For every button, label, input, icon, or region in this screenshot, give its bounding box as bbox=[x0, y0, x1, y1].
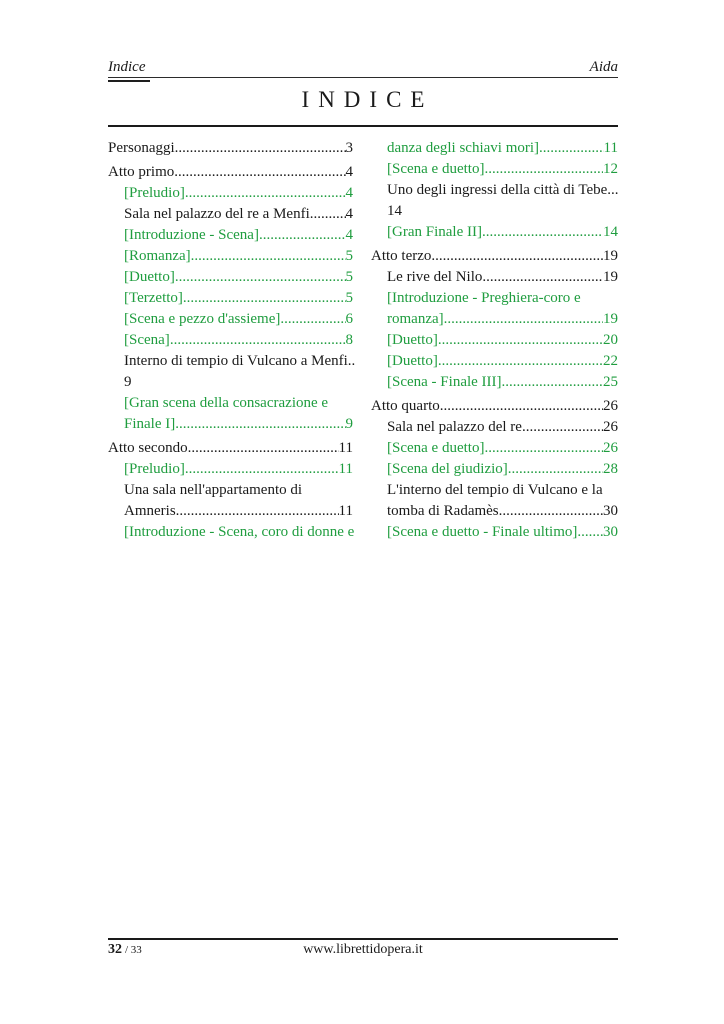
toc-page-number: 4 bbox=[345, 185, 353, 201]
toc-entry-label: [Scena del giudizio] bbox=[387, 461, 508, 477]
toc-entry-link[interactable] bbox=[108, 393, 353, 435]
toc-entry-link[interactable] bbox=[108, 459, 353, 480]
toc-entry bbox=[371, 396, 618, 417]
dot-leader bbox=[522, 417, 603, 438]
toc-page-number: 12 bbox=[603, 161, 618, 177]
toc-page-number: 6 bbox=[345, 311, 353, 327]
toc-line bbox=[124, 414, 353, 435]
toc-entry-label: [Duetto] bbox=[387, 353, 438, 369]
toc-page-number: 5 bbox=[345, 290, 353, 306]
toc-entry-link[interactable] bbox=[371, 459, 618, 480]
toc-line bbox=[108, 438, 353, 459]
toc-line bbox=[124, 183, 353, 204]
toc-entry-link[interactable] bbox=[108, 330, 353, 351]
toc-page-number: 14 bbox=[603, 224, 618, 240]
toc-page-number: 4 bbox=[345, 227, 353, 243]
dot-leader bbox=[175, 414, 345, 435]
toc-entry-label: [Scena e duetto] bbox=[387, 440, 485, 456]
toc-page-number: 5 bbox=[345, 248, 353, 264]
header-section-label: Indice bbox=[108, 59, 146, 75]
dot-leader bbox=[482, 267, 603, 288]
dot-leader bbox=[482, 222, 603, 243]
toc-entry-label: Atto primo bbox=[108, 164, 175, 180]
toc-line bbox=[124, 393, 353, 414]
dot-leader bbox=[499, 501, 603, 522]
toc-line bbox=[124, 480, 353, 501]
toc-entry-label: Finale I] bbox=[124, 416, 176, 432]
toc-entry-label: [Duetto] bbox=[124, 269, 175, 285]
toc-line bbox=[124, 351, 356, 372]
website-link[interactable]: www.librettidopera.it bbox=[303, 942, 423, 957]
toc-entry-label: Le rive del Nilo bbox=[387, 269, 483, 285]
toc-entry-label: romanza] bbox=[387, 311, 444, 327]
dot-leader bbox=[280, 309, 345, 330]
toc-page-number: 30 bbox=[603, 524, 618, 540]
toc-entry-label: 9 bbox=[124, 374, 132, 390]
toc-page-number: 30 bbox=[603, 503, 618, 519]
dot-leader bbox=[185, 459, 339, 480]
toc-entry bbox=[108, 204, 353, 225]
toc-line bbox=[124, 309, 353, 330]
toc-entry-label: L'interno del tempio di Vulcano e la bbox=[387, 482, 603, 498]
toc-entry-link[interactable] bbox=[108, 246, 353, 267]
toc-entry-label: [Terzetto] bbox=[124, 290, 183, 306]
toc-entry bbox=[371, 246, 618, 267]
dot-leader bbox=[174, 162, 345, 183]
toc-page-number: 19 bbox=[603, 269, 618, 285]
toc-page-number: 3 bbox=[345, 140, 353, 156]
toc-line bbox=[124, 501, 353, 522]
toc-line bbox=[387, 480, 618, 501]
toc-line bbox=[387, 138, 618, 159]
toc-line bbox=[371, 246, 618, 267]
toc-page-number: 5 bbox=[345, 269, 353, 285]
toc-entry-label: 14 bbox=[387, 203, 402, 219]
toc-line bbox=[387, 501, 618, 522]
toc-entry-label: [Gran Finale II] bbox=[387, 224, 482, 240]
toc-page-number: 22 bbox=[603, 353, 618, 369]
dot-leader bbox=[438, 351, 603, 372]
toc-entry-label: [Scena] bbox=[124, 332, 170, 348]
toc-line bbox=[124, 330, 353, 351]
toc-page-number: 9 bbox=[345, 416, 353, 432]
header-accent-rule bbox=[108, 80, 150, 82]
toc-page-number: 4 bbox=[345, 164, 353, 180]
toc-entry bbox=[371, 267, 618, 288]
dot-leader bbox=[175, 138, 346, 159]
dot-leader bbox=[502, 372, 603, 393]
toc-line bbox=[387, 459, 618, 480]
dot-leader bbox=[484, 159, 603, 180]
footer-total-pages: / 33 bbox=[125, 944, 142, 956]
toc-page-number: 20 bbox=[603, 332, 618, 348]
toc-column-right bbox=[371, 138, 618, 543]
dot-leader bbox=[431, 246, 603, 267]
toc-entry-link[interactable] bbox=[371, 438, 618, 459]
toc-page-number: 26 bbox=[603, 440, 618, 456]
toc-line bbox=[387, 417, 618, 438]
page-header bbox=[108, 58, 618, 76]
toc-entry-link[interactable] bbox=[108, 225, 353, 246]
toc-entry-label: [Introduzione - Scena] bbox=[124, 227, 259, 243]
footer-current-page: 32 bbox=[108, 942, 122, 957]
toc-page-number: 4 bbox=[345, 206, 353, 222]
toc-line bbox=[124, 522, 353, 543]
toc-entry-label: Una sala nell'appartamento di bbox=[124, 482, 303, 498]
toc-line bbox=[124, 225, 353, 246]
toc-entry bbox=[108, 351, 356, 393]
toc-entry-link[interactable] bbox=[371, 372, 618, 393]
toc-line bbox=[124, 288, 353, 309]
toc-entry-label: [Duetto] bbox=[387, 332, 438, 348]
toc-page-number: 11 bbox=[338, 440, 353, 456]
toc-entry-label: tomba di Radamès bbox=[387, 503, 499, 519]
dot-leader bbox=[539, 138, 604, 159]
toc-page-number: 28 bbox=[603, 461, 618, 477]
toc-entry-label: [Scena e pezzo d'assieme] bbox=[124, 311, 281, 327]
toc-entry-label: Interno di tempio di Vulcano a Menfi.. bbox=[124, 353, 356, 369]
toc-line bbox=[124, 267, 353, 288]
toc-entry bbox=[108, 438, 353, 459]
toc-line bbox=[387, 351, 618, 372]
dot-leader bbox=[508, 459, 603, 480]
toc-entry-link[interactable] bbox=[371, 330, 618, 351]
toc-entry-link[interactable] bbox=[371, 351, 618, 372]
toc-page-number: 26 bbox=[603, 419, 618, 435]
toc-line bbox=[387, 309, 618, 330]
dot-leader bbox=[444, 309, 603, 330]
toc-entry-label: Atto quarto bbox=[371, 398, 440, 414]
toc-line bbox=[387, 288, 618, 309]
toc-line bbox=[387, 201, 618, 222]
toc-entry-link[interactable] bbox=[371, 138, 618, 159]
toc-entry-link[interactable] bbox=[371, 159, 618, 180]
toc-line bbox=[124, 204, 353, 225]
dot-leader bbox=[183, 288, 346, 309]
toc-line bbox=[387, 180, 618, 201]
toc-line bbox=[387, 267, 618, 288]
toc-entry-label: [Romanza] bbox=[124, 248, 191, 264]
toc-line bbox=[387, 222, 618, 243]
toc-entry-label: [Scena - Finale III] bbox=[387, 374, 502, 390]
toc-line bbox=[371, 396, 618, 417]
toc-line bbox=[124, 246, 353, 267]
toc-column-left bbox=[108, 138, 356, 543]
toc-page-number: 19 bbox=[603, 311, 618, 327]
toc-entry-link[interactable] bbox=[371, 522, 618, 543]
dot-leader bbox=[438, 330, 603, 351]
toc-line bbox=[387, 330, 618, 351]
toc-page-number: 19 bbox=[603, 248, 618, 264]
toc-entry-label: danza degli schiavi mori] bbox=[387, 140, 540, 156]
toc-entry-label: [Scena e duetto] bbox=[387, 161, 485, 177]
toc-entry-label: [Scena e duetto - Finale ultimo] bbox=[387, 524, 578, 540]
toc-entry-label: [Preludio] bbox=[124, 185, 185, 201]
toc-entry bbox=[371, 180, 618, 222]
toc-entry bbox=[371, 417, 618, 438]
toc-line bbox=[387, 372, 618, 393]
toc-entry-label: Personaggi bbox=[108, 140, 175, 156]
header-work-title: Aida bbox=[589, 59, 618, 75]
toc-entry-link[interactable] bbox=[371, 288, 618, 330]
toc-entry-link[interactable] bbox=[108, 288, 353, 309]
toc-entry-label: [Introduzione - Scena, coro di donne e bbox=[124, 524, 355, 540]
toc-entry-label: [Introduzione - Preghiera-coro e bbox=[387, 290, 581, 306]
dot-leader bbox=[176, 501, 339, 522]
toc-line bbox=[108, 138, 353, 159]
toc-entry-label: [Gran scena della consacrazione e bbox=[124, 395, 329, 411]
dot-leader bbox=[185, 183, 346, 204]
dot-leader bbox=[170, 330, 346, 351]
table-of-contents bbox=[108, 138, 622, 543]
toc-entry bbox=[371, 480, 618, 522]
toc-line bbox=[387, 522, 618, 543]
page-title: INDICE bbox=[301, 87, 434, 112]
toc-entry-label: Sala nel palazzo del re bbox=[387, 419, 522, 435]
toc-page-number: 8 bbox=[345, 332, 353, 348]
toc-entry-link[interactable] bbox=[108, 522, 353, 543]
toc-line bbox=[124, 459, 353, 480]
footer-rule bbox=[108, 938, 618, 940]
toc-entry-label: Sala nel palazzo del re a Menfi bbox=[124, 206, 310, 222]
dot-leader bbox=[577, 522, 603, 543]
dot-leader bbox=[259, 225, 346, 246]
page-footer bbox=[108, 941, 618, 959]
toc-page-number: 11 bbox=[603, 140, 618, 156]
toc-entry bbox=[108, 480, 353, 522]
dot-leader bbox=[188, 438, 339, 459]
toc-entry-label: Atto terzo bbox=[371, 248, 432, 264]
toc-entry bbox=[108, 138, 353, 159]
toc-entry-label: Uno degli ingressi della città di Tebe... bbox=[387, 182, 619, 198]
dot-leader bbox=[440, 396, 603, 417]
dot-leader bbox=[310, 204, 346, 225]
toc-line bbox=[387, 159, 618, 180]
toc-entry bbox=[108, 162, 353, 183]
header-rule bbox=[108, 77, 618, 78]
toc-entry-label: Atto secondo bbox=[108, 440, 188, 456]
toc-entry-link[interactable] bbox=[108, 267, 353, 288]
toc-entry-link[interactable] bbox=[108, 183, 353, 204]
toc-entry-label: Amneris bbox=[124, 503, 176, 519]
toc-entry-link[interactable] bbox=[108, 309, 353, 330]
toc-page-number: 11 bbox=[338, 461, 353, 477]
toc-line bbox=[108, 162, 353, 183]
toc-page-number: 11 bbox=[338, 503, 353, 519]
toc-page-number: 26 bbox=[603, 398, 618, 414]
toc-entry-label: [Preludio] bbox=[124, 461, 185, 477]
toc-entry-link[interactable] bbox=[371, 222, 618, 243]
toc-line bbox=[124, 372, 353, 393]
footer-page-number bbox=[108, 941, 142, 959]
dot-leader bbox=[191, 246, 346, 267]
dot-leader bbox=[484, 438, 603, 459]
toc-page-number: 25 bbox=[603, 374, 618, 390]
dot-leader bbox=[175, 267, 346, 288]
title-rule bbox=[108, 125, 618, 127]
toc-line bbox=[387, 438, 618, 459]
